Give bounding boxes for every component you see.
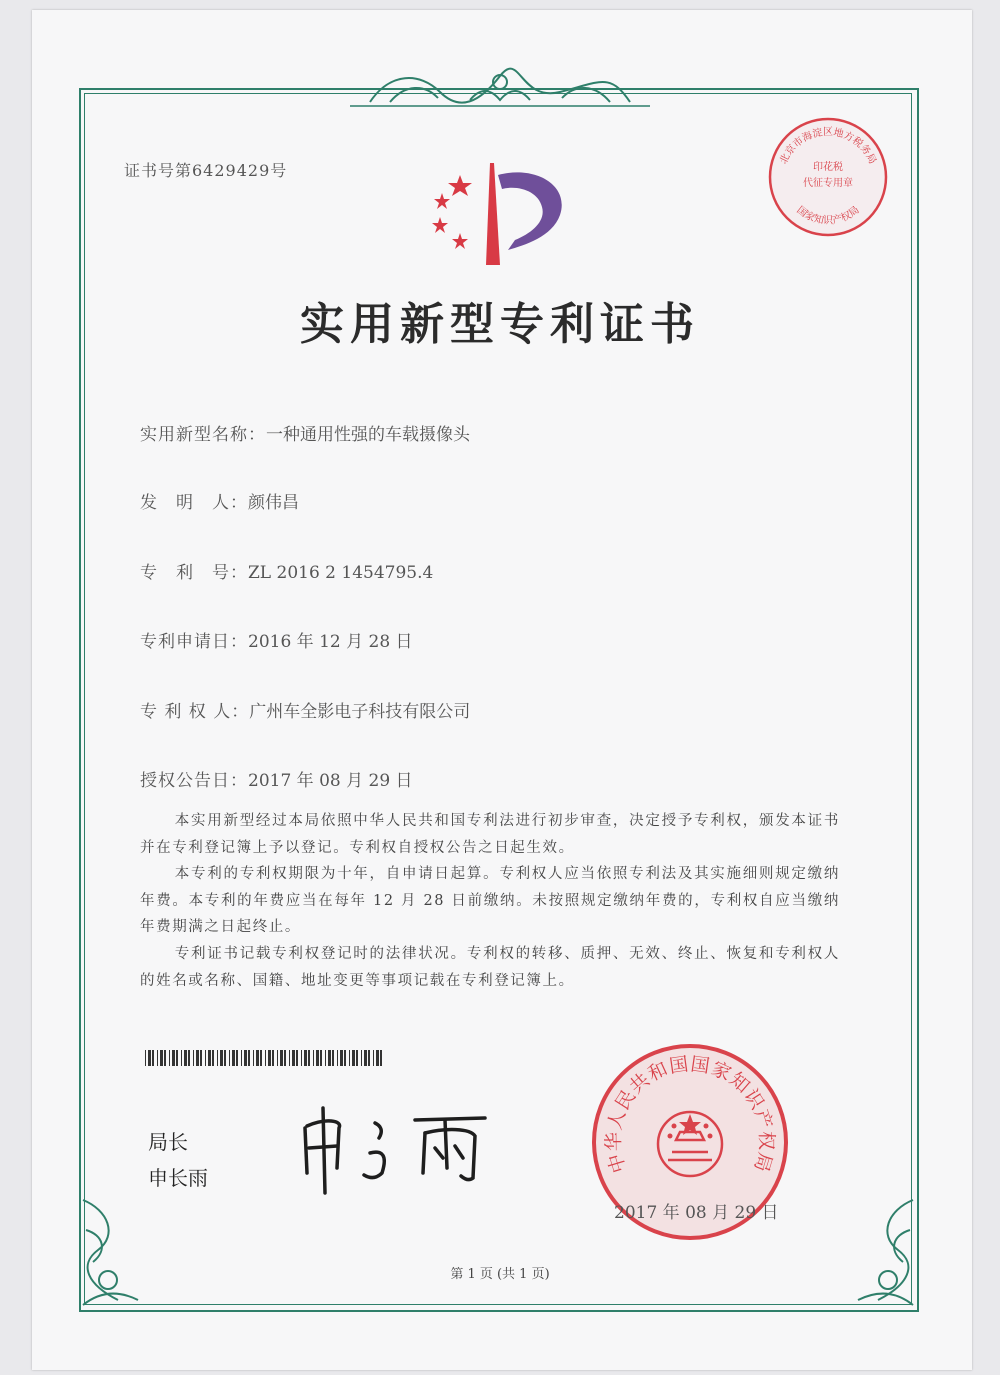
- field-application-date: [140, 627, 413, 652]
- page-number: 第 1 页 (共 1 页): [450, 1267, 550, 1282]
- signature-title: 局长: [148, 1130, 188, 1154]
- field-value: ZL 2016 2 1454795.4: [248, 563, 434, 583]
- barcode-bar: [200, 1050, 202, 1066]
- barcode-bar: [292, 1050, 295, 1066]
- certificate-number: 证书号第6429429号: [124, 161, 288, 180]
- barcode-bar: [284, 1050, 286, 1066]
- barcode-bar: [220, 1050, 223, 1066]
- field-label: 专 利 权 人：: [140, 702, 250, 722]
- barcode-bar: [152, 1050, 154, 1066]
- body-paragraph: 本实用新型经过本局依照中华人民共和国专利法进行初步审查，决定授予专利权，颁发本证书并在专利登记簿上予以登记。专利权自授权公告之日起生效。: [140, 813, 840, 856]
- barcode-bar: [232, 1050, 235, 1066]
- barcode-bar: [356, 1050, 358, 1066]
- field-value: 颜伟昌: [248, 493, 299, 513]
- barcode-bar: [337, 1050, 338, 1066]
- barcode-bar: [376, 1050, 379, 1066]
- barcode-bar: [148, 1050, 151, 1066]
- barcode-bar: [160, 1050, 163, 1066]
- barcode-bar: [277, 1050, 278, 1066]
- seal-inner-line2: 代征专用章: [803, 178, 853, 189]
- barcode-bar: [217, 1050, 218, 1066]
- barcode-bar: [172, 1050, 175, 1066]
- field-inventor: [140, 488, 299, 513]
- barcode-bar: [272, 1050, 274, 1066]
- barcode-bar: [332, 1050, 334, 1066]
- barcode-bar: [181, 1050, 182, 1066]
- barcode-bar: [289, 1050, 290, 1066]
- barcode-bar: [340, 1050, 343, 1066]
- barcode-bar: [224, 1050, 226, 1066]
- barcode-bar: [313, 1050, 314, 1066]
- barcode-bar: [229, 1050, 230, 1066]
- barcode-bar: [188, 1050, 190, 1066]
- barcode-bar: [268, 1050, 271, 1066]
- stamp-tax-seal: [763, 112, 893, 242]
- field-label: 专 利 号：: [140, 563, 248, 583]
- field-patent-number: [140, 558, 433, 583]
- barcode-bar: [301, 1050, 302, 1066]
- field-grant-date: [140, 766, 413, 791]
- signature-name: 申长雨: [148, 1166, 208, 1190]
- barcode-bar: [236, 1050, 238, 1066]
- bottom-left-ornament: [78, 1190, 148, 1310]
- handwritten-signature: [295, 1098, 505, 1198]
- barcode-bar: [157, 1050, 158, 1066]
- field-value: 广州车全影电子科技有限公司: [249, 702, 471, 722]
- barcode-bar: [244, 1050, 247, 1066]
- certificate-title: 实用新型专利证书: [300, 299, 700, 350]
- body-paragraph: 专利证书记载专利权登记时的法律状况。专利权的转移、质押、无效、终止、恢复和专利权人的姓名或名称、国籍、地址变更等事项记载在专利登记簿上。: [140, 945, 840, 989]
- barcode-bar: [256, 1050, 259, 1066]
- barcode-bar: [373, 1050, 374, 1066]
- barcode-bar: [364, 1050, 367, 1066]
- barcode-bar: [316, 1050, 319, 1066]
- seal-text: 中华人民共和国国家知识产权局: [602, 1053, 778, 1176]
- barcode-bar: [248, 1050, 250, 1066]
- barcode-bar: [308, 1050, 310, 1066]
- barcode-bar: [176, 1050, 178, 1066]
- field-value: 2017 年 08 月 29 日: [248, 771, 413, 791]
- seal-outer-text: 北京市海淀区地方税务局: [778, 127, 878, 166]
- barcode-bar: [212, 1050, 214, 1066]
- field-label: 发 明 人：: [140, 493, 248, 513]
- barcode-bar: [380, 1050, 382, 1066]
- barcode-bar: [296, 1050, 298, 1066]
- barcode: [145, 1050, 387, 1066]
- barcode-bar: [253, 1050, 254, 1066]
- seal-bottom-text: 国家知识产权局: [794, 204, 862, 227]
- seal-date: 2017 年 08 月 29 日: [614, 1203, 779, 1223]
- barcode-bar: [265, 1050, 266, 1066]
- field-label: 专利申请日：: [140, 632, 248, 652]
- top-ornament: [350, 62, 650, 112]
- barcode-bar: [184, 1050, 187, 1066]
- barcode-bar: [208, 1050, 211, 1066]
- barcode-bar: [145, 1050, 146, 1066]
- barcode-bar: [193, 1050, 194, 1066]
- barcode-bar: [169, 1050, 170, 1066]
- barcode-bar: [344, 1050, 346, 1066]
- barcode-bar: [325, 1050, 326, 1066]
- barcode-bar: [304, 1050, 307, 1066]
- field-patentee: [140, 697, 470, 722]
- barcode-bar: [280, 1050, 283, 1066]
- barcode-bar: [205, 1050, 206, 1066]
- barcode-bar: [241, 1050, 242, 1066]
- barcode-bar: [164, 1050, 166, 1066]
- field-value: 一种通用性强的车载摄像头: [266, 425, 470, 445]
- barcode-bar: [361, 1050, 362, 1066]
- field-label: 实用新型名称：: [140, 425, 266, 445]
- body-paragraph: 本专利的专利权期限为十年，自申请日起算。专利权人应当依照专利法及其实施细则规定缴纳年费。本专利的年费应当在每年 12 月 28 日前缴纳。未按照规定缴纳年费的，专利权自应当缴纳年费期满之日起终止。: [140, 866, 840, 936]
- barcode-bar: [196, 1050, 199, 1066]
- barcode-bar: [352, 1050, 355, 1066]
- barcode-bar: [260, 1050, 262, 1066]
- field-value: 2016 年 12 月 28 日: [248, 632, 413, 652]
- seal-inner-line1: 印花税: [813, 162, 843, 173]
- barcode-bar: [320, 1050, 322, 1066]
- field-label: 授权公告日：: [140, 771, 248, 791]
- field-utility-model-name: [140, 420, 470, 445]
- barcode-bar: [349, 1050, 350, 1066]
- bottom-right-ornament: [848, 1190, 918, 1310]
- barcode-bar: [368, 1050, 370, 1066]
- barcode-bar: [328, 1050, 331, 1066]
- patent-office-logo: [420, 155, 570, 270]
- certificate-body: [140, 808, 840, 994]
